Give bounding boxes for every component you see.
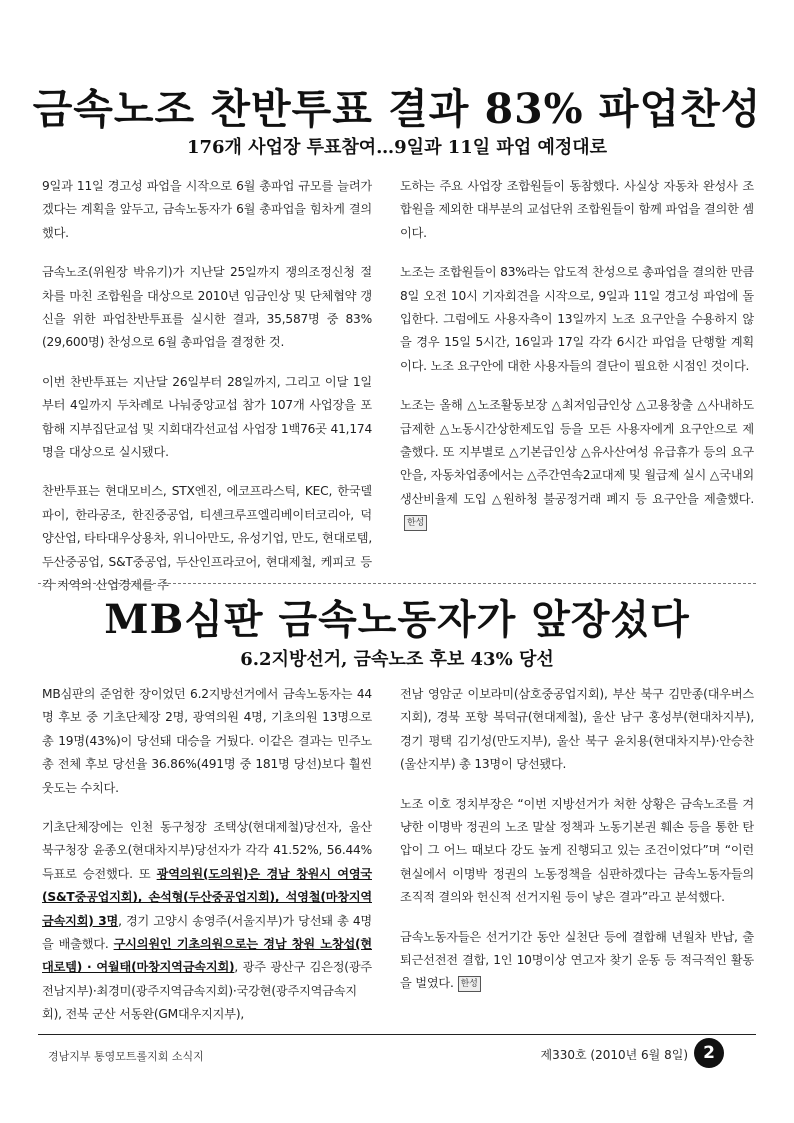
highlighted-text: 구시의원인 기초의원으로는 경남 창원 노창섭(현대로템) · 여월태(마창지역금속지회) (42, 937, 372, 975)
article1-right-paragraph (400, 394, 754, 534)
article2-right-text: 금속노동자들은 선거기간 동안 실천단 등에 결합해 년월차 반납, 출퇴근선전전 결합, 1인 10명이상 연고자 찾기 운동 등 적극적인 활동을 벌였다. (400, 929, 754, 991)
article2-right-column (400, 683, 754, 996)
article2-left-paragraph (42, 816, 372, 1027)
article1-left-paragraph: 찬반투표는 현대모비스, STX엔진, 에코프라스틱, KEC, 한국델파이, 한라공조, 한진중공업, 티센크루프엘리베이터코리아, 덕양산업, 타타대우상용차, 위니아만도, 유성기업, 만도, 현대로템, 두산중공업, S&T중공업, 두산인프라코어, 현대제철, 케피코 등 각 지역의 산업경제를 주 (42, 484, 372, 593)
article1-left-paragraph: 금속노조(위원장 박유기)가 지난달 25일까지 쟁의조정신청 절차를 마친 조합원을 대상으로 2010년 임금인상 및 단체협약 갱신을 위한 파업찬반투표를 실시한 결과, 35,587명 중 83%(29,600명) 찬성으로 6월 총파업을 결정한 것. (42, 265, 372, 350)
article1-left-paragraph: 9일과 11일 경고성 파업을 시작으로 6월 총파업 규모를 늘려가겠다는 계획을 앞두고, 금속노동자가 6월 총파업을 힘차게 결의했다. (42, 179, 372, 240)
page-number: 2 (694, 1038, 724, 1068)
article2-text: , 광주 광산구 김은정(광주전남지부)·최경미(광주지역금속지회)·국강현(광주지역금속지회), 전북 군산 서동완(GM대우지지부), (42, 960, 373, 1022)
article1-right-column (400, 175, 754, 535)
section-divider (38, 583, 756, 584)
article1-right-paragraph: 도하는 주요 사업장 조합원들이 동참했다. 사실상 자동차 완성사 조합원을 제외한 대부분의 교섭단위 조합원들이 함께 파업을 결의한 셈이다. (400, 179, 754, 240)
article1-subtitle: 176개 사업장 투표참여…9일과 11일 파업 예정대로 (186, 137, 608, 158)
highlighted-text: 광역의원(도의원)은 경남 창원시 여영국(S&T중공업지회), 손석형(두산중공업지회), 석영철(마창지역금속지회) 3명 (42, 866, 372, 928)
author-tag: 한성 (404, 515, 427, 531)
footer-publication: 경남지부 통영모트롤지회 소식지 (48, 1050, 204, 1063)
article1-left-paragraph: 이번 찬반투표는 지난달 26일부터 28일까지, 그리고 이달 1일부터 4일까지 두차례로 나눠중앙교섭 참가 107개 사업장을 포함해 지부집단교섭 및 지회대각선교섭 사업장 1백76곳 41,174명을 대상으로 실시됐다. (42, 374, 372, 460)
author-tag: 한성 (458, 976, 481, 992)
article1-left-column (42, 175, 372, 598)
article2-right-paragraph: 전남 영암군 이보라미(삼호중공업지회), 부산 북구 김만종(대우버스지회), 경북 포항 복덕규(현대제철), 울산 남구 홍성부(현대차지부), 경기 평택 김기성(만도지부), 울산 북구 윤치용(현대차지부)·안승찬(울산지부) 총 13명이 당선됐다. (400, 687, 754, 772)
article1-right-text: 노조는 올해 △노조활동보장 △최저임금인상 △고용창출 △사내하도급제한 △노동시간상한제도입 등을 모든 사용자에게 요구안으로 제출했다. 또 지부별로 △기본급인상 △유사산여성 유급휴가 등의 요구안을, 자동차업종에서는 △주간연속2교대제 및 월급제 실시 △국내외 생산비율제 도입 △원하청 불공정거래 폐지 등 요구안을 제출했다. (400, 398, 754, 506)
footer-issue: 제330호 (2010년 6월 8일) (540, 1048, 688, 1062)
article1-right-paragraph: 노조는 조합원들이 83%라는 압도적 찬성으로 총파업을 결의한 만큼 8일 오전 10시 기자회견을 시작으로, 9일과 11일 경고성 파업에 돌입한다. 그럼에도 사용자측이 13일까지 노조 요구안을 수용하지 않을 경우 15일 5시간, 16일과 17일 각각 6시간 파업을 단행할 계획이다. 노조 요구안에 대한 사용자들의 결단이 필요한 시점인 것이다. (400, 265, 754, 373)
article2-text: 기초단체장에는 인천 동구청장 조택상(현대제철)당선자, 울산 북구청장 윤종오(현대차지부)당선자가 각각 41.52%, 56.44% 득표로 승전했다. 또 (42, 820, 372, 881)
article2-title: MB심판 금속노동자가 앞장섰다 (104, 596, 690, 643)
article2-right-paragraph: 노조 이호 정치부장은 “이번 지방선거가 처한 상황은 금속노조를 겨냥한 이명박 정권의 노조 말살 정책과 노동기본권 훼손 등을 통한 탄압이 그 어느 때보다 강도 높게 진행되고 있는 조건이었다”며 “이런 현실에서 이명박 정권의 노동정책을 심판하겠다는 금속노동자들의 조직적 결의와 헌신적 선거지원 등이 낳은 결과”라고 분석했다. (400, 796, 754, 905)
article2-right-paragraph (400, 926, 754, 996)
article2-text: , 경기 고양시 송영주(서울지부)가 당선돼 총 4명을 배출했다. (42, 913, 372, 952)
article2-left-paragraph: MB심판의 준엄한 장이었던 6.2지방선거에서 금속노동자는 44명 후보 중 기초단체장 2명, 광역의원 4명, 기초의원 13명으로 총 19명(43%)이 당선돼 대승을 거뒀다. 이같은 결과는 민주노총 전체 후보 당선율 36.86%(491명 중 181명 당선)보다 훨씬 웃도는 수치다. (42, 687, 372, 795)
article2-left-column (42, 683, 372, 1027)
article2-subtitle: 6.2지방선거, 금속노조 후보 43% 당선 (240, 649, 554, 670)
footer-rule (38, 1034, 756, 1035)
article1-title: 금속노조 찬반투표 결과 83% 파업찬성 (32, 85, 762, 133)
